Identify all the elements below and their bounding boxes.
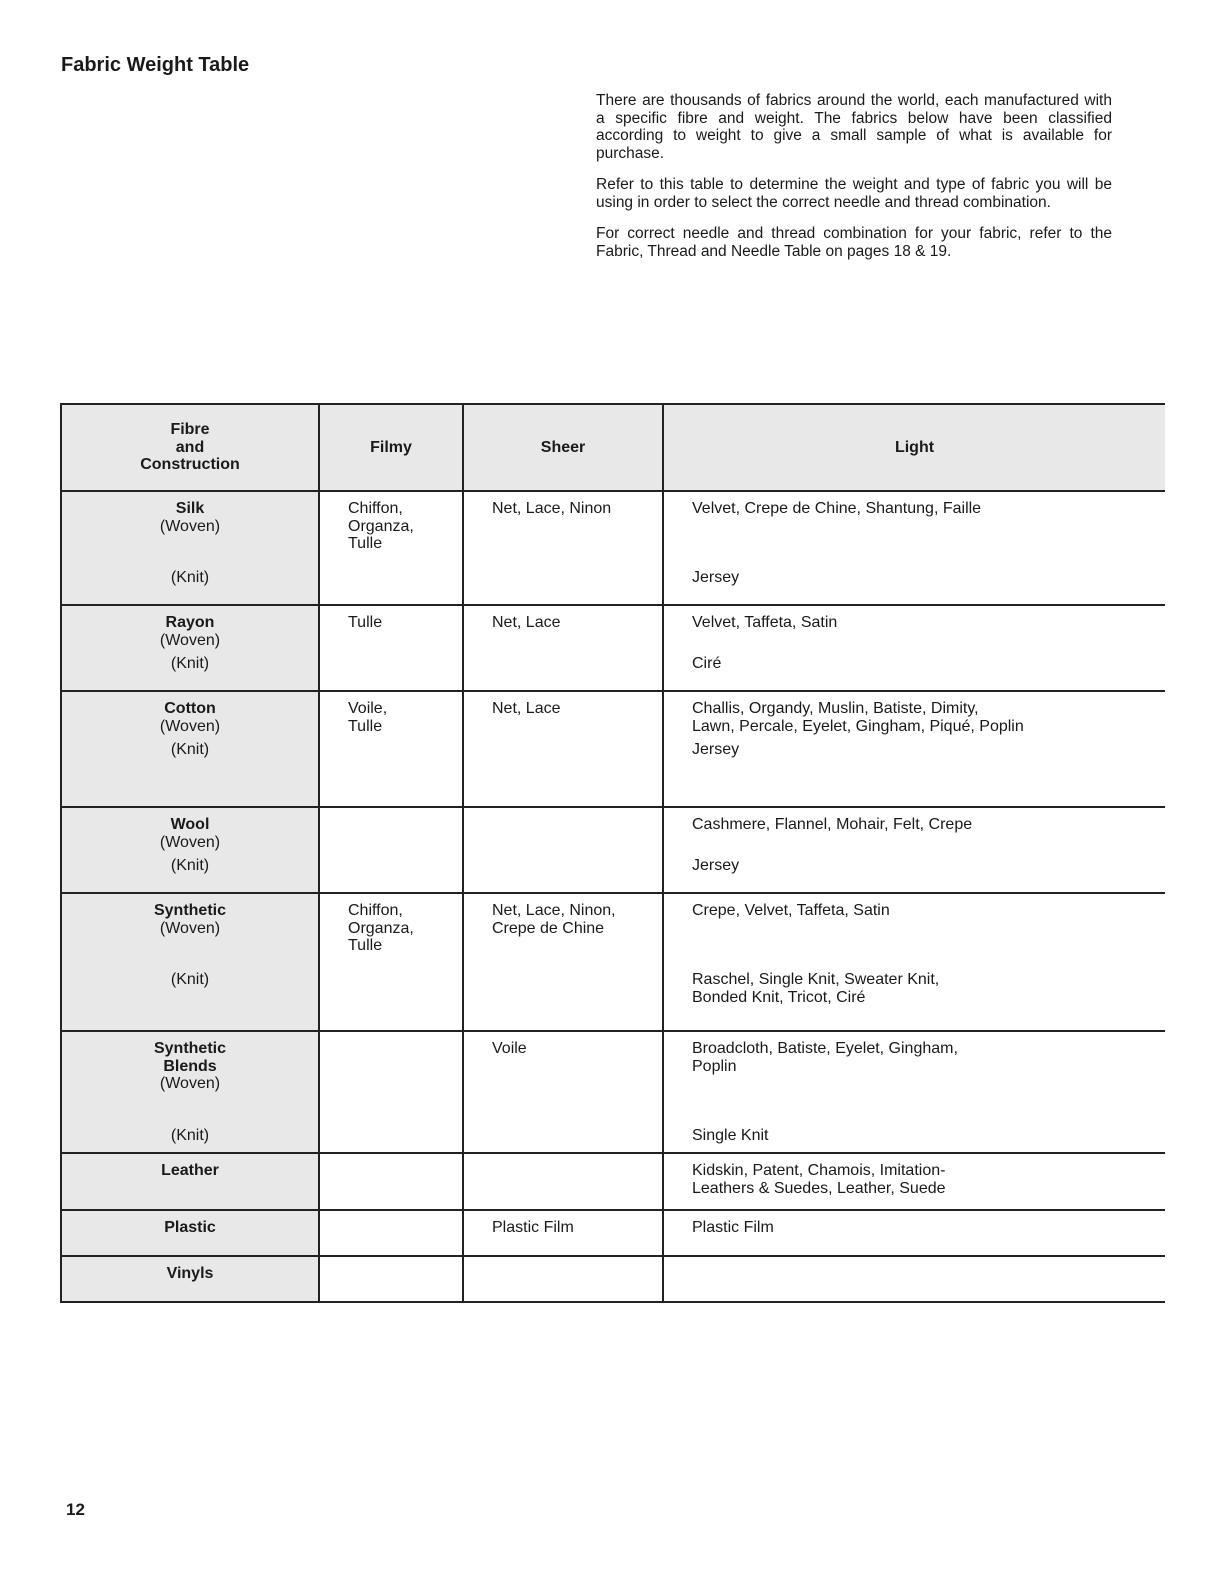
- light-cell: [663, 1153, 1165, 1210]
- filmy-fabric: Voile,: [348, 700, 388, 717]
- page-number: 12: [66, 1500, 85, 1519]
- fibre-name: Rayon: [165, 614, 215, 631]
- light-cell: [663, 1031, 1165, 1153]
- construction-knit: (Knit): [170, 971, 210, 988]
- intro-paragraph: There are thousands of fabrics around the world, each manufactured with a specific fibre and weight. The fabrics below have been classified according to weight to give a small sample of what is available for purchase.: [596, 92, 1112, 162]
- sheer-fabric: Plastic Film: [492, 1219, 574, 1236]
- light-fabric-woven: Plastic Film: [692, 1219, 774, 1236]
- light-fabric-knit: Jersey: [692, 569, 740, 586]
- construction-knit: (Knit): [170, 1126, 210, 1144]
- filmy-fabric: Chiffon,: [348, 500, 403, 517]
- light-fabric-woven: Challis, Organdy, Muslin, Batiste, Dimity,: [692, 700, 979, 717]
- sheer-fabric: Net, Lace: [492, 700, 561, 717]
- filmy-cell: [319, 1153, 463, 1210]
- filmy-fabric: Organza,: [348, 919, 414, 937]
- sheer-fabric: Net, Lace: [492, 614, 561, 631]
- light-fabric-woven: Velvet, Crepe de Chine, Shantung, Faille: [692, 500, 982, 517]
- table-row: [61, 1210, 1165, 1256]
- fibre-cell: [61, 893, 319, 1031]
- intro-paragraph: For correct needle and thread combination for your fabric, refer to the Fabric, Thread and Needle Table on pages 18 & 19.: [596, 225, 1112, 260]
- fibre-name: Synthetic: [153, 1040, 226, 1057]
- construction-knit: (Knit): [170, 741, 210, 758]
- header-fibre: [61, 404, 319, 491]
- fibre-cell: [61, 691, 319, 807]
- filmy-fabric: Tulle: [348, 937, 383, 954]
- light-fabric-knit: Ciré: [692, 655, 722, 672]
- table-row: [61, 491, 1165, 605]
- light-fabric-woven: Broadcloth, Batiste, Eyelet, Gingham,: [692, 1040, 958, 1057]
- light-fabric-woven: Cashmere, Flannel, Mohair, Felt, Crepe: [692, 816, 973, 833]
- header-filmy: Filmy: [319, 404, 463, 491]
- sheer-cell: [463, 605, 663, 691]
- light-fabric-woven: Velvet, Taffeta, Satin: [692, 614, 838, 631]
- filmy-cell: [319, 1256, 463, 1302]
- table-row: [61, 1031, 1165, 1153]
- table-header-row: [61, 404, 1165, 491]
- sheer-cell: [463, 1153, 663, 1210]
- construction-knit: (Knit): [170, 569, 210, 586]
- light-cell: [663, 605, 1165, 691]
- light-fabric-knit: Single Knit: [692, 1126, 769, 1144]
- filmy-cell: [319, 1031, 463, 1153]
- fibre-cell: [61, 1031, 319, 1153]
- fibre-name: Silk: [175, 500, 205, 517]
- construction-woven: (Woven): [159, 517, 221, 535]
- light-fabric-woven: Leathers & Suedes, Leather, Suede: [692, 1179, 946, 1197]
- fibre-name: Blends: [163, 1057, 217, 1075]
- table-row: [61, 605, 1165, 691]
- fabric-weight-table: [60, 403, 1165, 1303]
- header-fibre-line: Fibre: [170, 421, 210, 439]
- light-cell: [663, 893, 1165, 1031]
- construction-woven: (Woven): [159, 717, 221, 735]
- fibre-name: Wool: [170, 816, 210, 833]
- sheer-cell: [463, 491, 663, 605]
- filmy-fabric: Chiffon,: [348, 902, 403, 919]
- light-fabric-woven: Lawn, Percale, Eyelet, Gingham, Piqué, Poplin: [692, 717, 1024, 735]
- light-fabric-knit: Raschel, Single Knit, Sweater Knit,: [692, 971, 940, 988]
- filmy-cell: [319, 1210, 463, 1256]
- table-row: [61, 1153, 1165, 1210]
- fibre-name: Cotton: [164, 700, 216, 717]
- light-cell: [663, 1256, 1165, 1302]
- fibre-cell: [61, 807, 319, 893]
- light-fabric-knit: Bonded Knit, Tricot, Ciré: [692, 988, 866, 1006]
- sheer-cell: [463, 1256, 663, 1302]
- fibre-cell: [61, 1153, 319, 1210]
- filmy-cell: [319, 691, 463, 807]
- table-row: [61, 691, 1165, 807]
- header-fibre-line: Construction: [140, 456, 240, 474]
- sheer-cell: [463, 807, 663, 893]
- construction-knit: (Knit): [170, 655, 210, 672]
- filmy-cell: [319, 807, 463, 893]
- light-fabric-woven: Crepe, Velvet, Taffeta, Satin: [692, 902, 890, 919]
- filmy-cell: [319, 491, 463, 605]
- header-sheer: Sheer: [463, 404, 663, 491]
- intro-paragraph: Refer to this table to determine the weight and type of fabric you will be using in order to select the correct needle and thread combination.: [596, 176, 1112, 211]
- fibre-cell: [61, 605, 319, 691]
- fibre-name: Vinyls: [166, 1265, 214, 1282]
- sheer-fabric: Net, Lace, Ninon,: [492, 902, 616, 919]
- construction-knit: (Knit): [170, 857, 210, 874]
- light-cell: [663, 691, 1165, 807]
- light-fabric-woven: Poplin: [692, 1057, 737, 1075]
- sheer-fabric: Net, Lace, Ninon: [492, 500, 612, 517]
- fibre-name: Synthetic: [153, 902, 226, 919]
- table-row: [61, 807, 1165, 893]
- sheer-cell: [463, 893, 663, 1031]
- fibre-cell: [61, 1256, 319, 1302]
- construction-woven: (Woven): [159, 1075, 221, 1092]
- sheer-cell: [463, 691, 663, 807]
- construction-woven: (Woven): [159, 919, 221, 937]
- table-row: [61, 893, 1165, 1031]
- light-cell: [663, 807, 1165, 893]
- header-fibre-line: and: [175, 438, 205, 456]
- filmy-cell: [319, 605, 463, 691]
- light-fabric-woven: Kidskin, Patent, Chamois, Imitation-: [692, 1162, 946, 1179]
- construction-woven: (Woven): [159, 631, 221, 649]
- header-light: Light: [663, 404, 1165, 491]
- intro-text: [596, 92, 1112, 274]
- sheer-fabric: Crepe de Chine: [492, 919, 605, 937]
- fibre-name: Plastic: [164, 1219, 216, 1236]
- light-cell: [663, 491, 1165, 605]
- fibre-cell: [61, 491, 319, 605]
- sheer-fabric: Voile: [492, 1040, 527, 1057]
- table-row: [61, 1256, 1165, 1302]
- sheer-cell: [463, 1031, 663, 1153]
- fibre-cell: [61, 1210, 319, 1256]
- light-cell: [663, 1210, 1165, 1256]
- fibre-name: Leather: [161, 1162, 219, 1179]
- filmy-fabric: Tulle: [348, 535, 383, 552]
- filmy-fabric: Organza,: [348, 517, 414, 535]
- filmy-cell: [319, 893, 463, 1031]
- light-fabric-knit: Jersey: [692, 857, 740, 874]
- filmy-fabric: Tulle: [348, 614, 383, 631]
- sheer-cell: [463, 1210, 663, 1256]
- filmy-fabric: Tulle: [348, 717, 383, 735]
- light-fabric-knit: Jersey: [692, 741, 740, 758]
- page-title: Fabric Weight Table: [61, 54, 250, 76]
- construction-woven: (Woven): [159, 833, 221, 851]
